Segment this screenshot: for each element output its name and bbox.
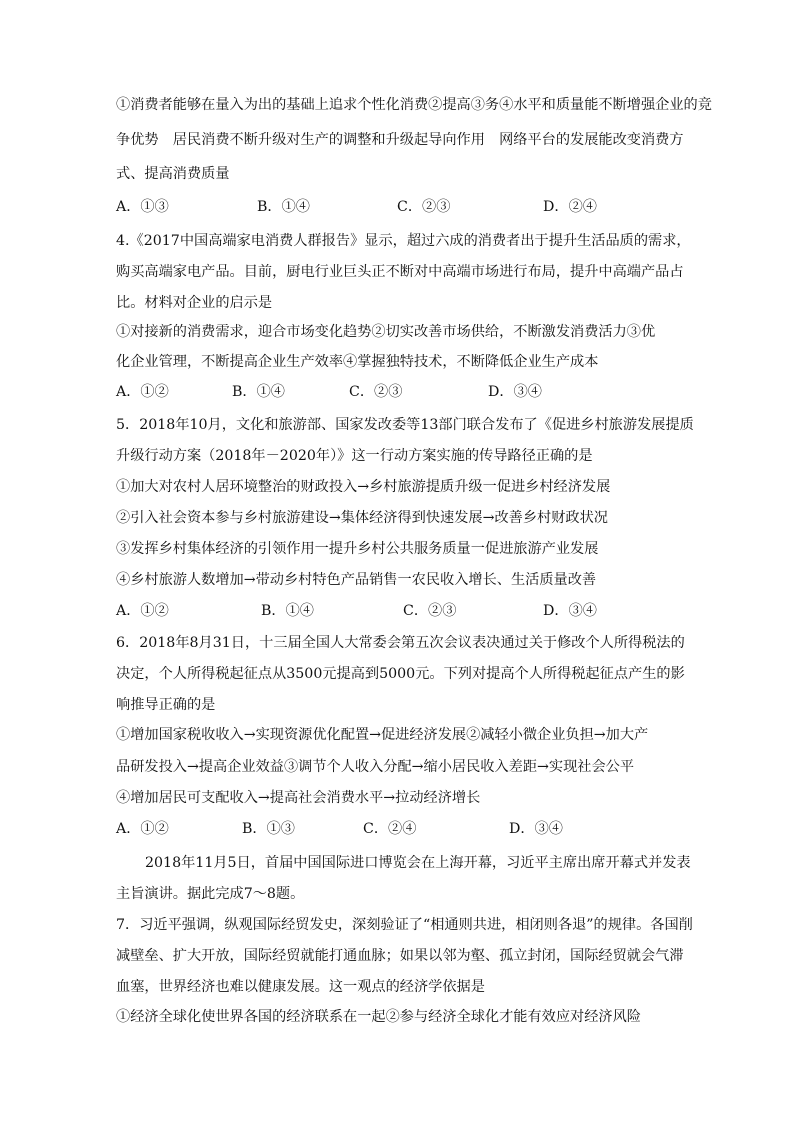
- q6-statement-line: ④增加居民可支配收入→提高社会消费水平→拉动经济增长: [116, 790, 481, 806]
- q6-statement-line: 品研发投入→提高企业效益③调节个人收入分配→缩小居民收入差距→实现社会公平: [116, 759, 635, 775]
- q5-option-a: A．①②: [116, 603, 169, 619]
- q4-option-d: D．③④: [488, 384, 542, 400]
- q6-option-d: D．③④: [509, 821, 563, 837]
- q5-option-b: B．①④: [261, 603, 314, 619]
- q6-option-c: C．②④: [363, 821, 417, 837]
- q4-stem-line: 购买高端家电产品。目前，厨电行业巨头正不断对中高端市场进行布局，提升中高端产品占: [116, 264, 684, 280]
- q3-option-a: A．①③: [116, 199, 169, 215]
- q3-statement-line: ①消费者能够在量入为出的基础上追求个性化消费②提高③务④水平和质量能不断增强企业的竞: [116, 97, 712, 113]
- q5-statement-2: ②引入社会资本参与乡村旅游建设→集体经济得到快速发展→改善乡村财政状况: [116, 510, 608, 526]
- q4-statement-line: 化企业管理，不断提高企业生产效率④掌握独特技术，不断降低企业生产成本: [116, 354, 599, 370]
- q5-statement-1: ①加大对农村人居环境整治的财政投入→乡村旅游提质升级一促进乡村经济发展: [116, 479, 611, 495]
- q3-option-b: B．①④: [257, 199, 310, 215]
- q6-statement-line: ①增加国家税收收入→实现资源优化配置→促进经济发展②减轻小微企业负担→加大产: [116, 727, 649, 743]
- q6-stem-line: 决定，个人所得税起征点从3500元提高到5000元。下列对提高个人所得税起征点产生的影: [116, 666, 685, 682]
- q4-stem-line: 比。材料对企业的启示是: [116, 295, 273, 311]
- q4-option-c: C．②③: [349, 384, 403, 400]
- q6-option-b: B．①③: [242, 821, 295, 837]
- q4-option-a: A．①②: [116, 384, 169, 400]
- q7-stem-line: 7．习近平强调，纵观国际经贸发史，深刻验证了“相通则共进，相闭则各退”的规律。各国削: [116, 917, 693, 933]
- q3-statement-line: 争优势 居民消费不断升级对生产的调整和升级起导向作用 网络平台的发展能改变消费方: [116, 132, 684, 148]
- q4-statement-line: ①对接新的消费需求，迎合市场变化趋势②切实改善市场供给，不断激发消费活力③优: [116, 324, 656, 340]
- q5-statement-3: ③发挥乡村集体经济的引领作用一提升乡村公共服务质量一促进旅游产业发展: [116, 541, 599, 557]
- q5-statement-4: ④乡村旅游人数增加→带动乡村特色产品销售一农民收入增长、生活质量改善: [116, 572, 597, 588]
- q5-stem-line: 升级行动方案（2018年－2020年）》这一行动方案实施的传导路径正确的是: [116, 448, 593, 464]
- q3-option-d: D．②④: [543, 199, 597, 215]
- q5-option-c: C．②③: [403, 603, 457, 619]
- q5-stem-line: 5．2018年10月，文化和旅游部、国家发改委等13部门联合发布了《促进乡村旅游发展提质: [116, 417, 694, 433]
- q3-statement-line: 式、提高消费质量: [116, 166, 230, 182]
- q4-option-b: B．①④: [232, 384, 285, 400]
- q7-statement-line: ①经济全球化使世界各国的经济联系在一起②参与经济全球化才能有效应对经济风险: [116, 1009, 641, 1025]
- intro-7-8-line: 主旨演讲。据此完成7～8题。: [116, 886, 305, 902]
- intro-7-8-line: 2018年11月5日，首届中国国际进口博览会在上海开幕，习近平主席出席开幕式并发表: [145, 855, 691, 871]
- q7-stem-line: 减壁垒、扩大开放，国际经贸就能打通血脉；如果以邻为壑、孤立封闭，国际经贸就会气滞: [116, 948, 684, 964]
- q6-stem-line: 6．2018年8月31日，十三届全国人大常委会第五次会议表决通过关于修改个人所得税法的: [116, 635, 685, 651]
- q5-option-d: D．③④: [543, 603, 597, 619]
- q3-option-c: C．②③: [397, 199, 451, 215]
- q7-stem-line: 血塞，世界经济也难以健康发展。这一观点的经济学依据是: [116, 979, 485, 995]
- q6-stem-line: 响推导正确的是: [116, 697, 216, 713]
- q4-stem-line: 4.《2017中国高端家电消费人群报告》显示，超过六成的消费者出于提升生活品质的需求，: [116, 233, 691, 249]
- q6-option-a: A．①②: [116, 821, 169, 837]
